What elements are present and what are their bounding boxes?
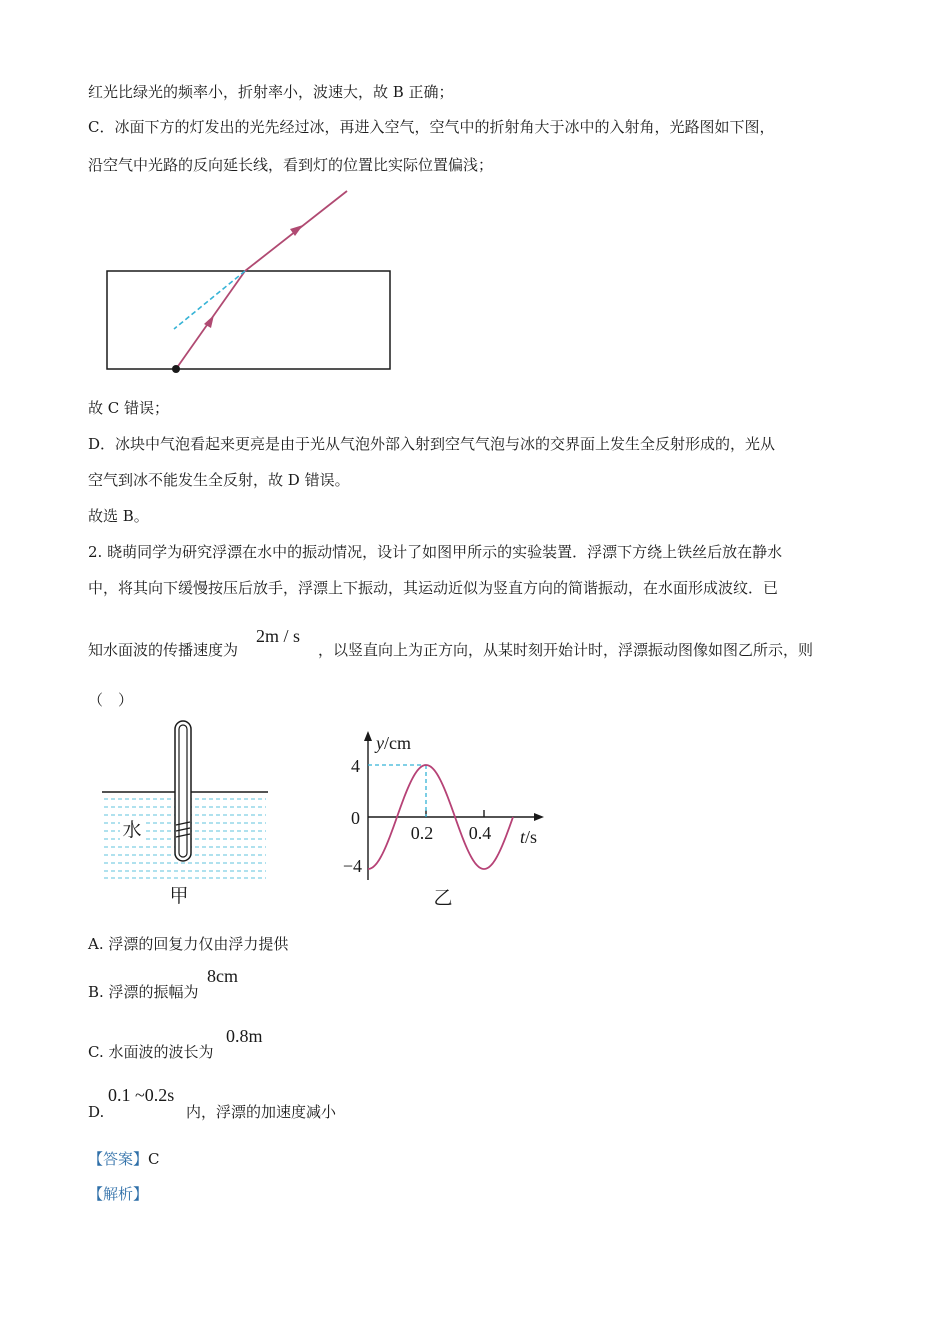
answer-value: C [148,1150,160,1168]
text-line-6: 空气到冰不能发生全反射，故 D 错误。 [88,471,350,489]
text-line-2: C．冰面下方的灯发出的光先经过冰，再进入空气，空气中的折射角大于冰中的入射角，光路图如下图， [88,118,775,136]
ice-block [107,271,390,369]
y-axis-label [374,733,411,753]
figure-jia [100,715,275,910]
x-tick-label-0.2: 0.2 [410,823,434,843]
x-axis-var: t [520,827,526,847]
answer-line [88,1149,160,1169]
figure-yi-caption: 乙 [433,888,453,909]
y-axis [364,731,372,880]
text-line-5: D．冰块中气泡看起来更亮是由于光从气泡外部入射到空气气泡与冰的交界面上发生全反射形成的，光从 [88,435,776,453]
question-2-line-3-post: ，以竖直向上为正方向，从某时刻开始计时，浮漂振动图像如图乙所示，则 [318,641,814,659]
text-line-1: 红光比绿光的频率小，折射率小，波速大，故 B 正确； [88,83,454,101]
choice-bracket: （ ） [88,691,134,709]
y-tick-label-neg4: −4 [342,856,362,876]
y-tick-label-4: 4 [351,756,360,776]
option-d-text: 内，浮漂的加速度减小 [186,1103,337,1121]
x-tick-label-0.4: 0.4 [468,823,492,843]
option-a: A. 浮漂的回复力仅由浮力提供 [88,935,289,953]
text-line-3: 沿空气中光路的反向延长线，看到灯的位置比实际位置偏浅； [88,156,494,174]
y-tick-label-0: 0 [351,808,360,828]
x-axis-label [520,827,537,847]
water-label: 水 [122,820,142,841]
float-outer [175,721,191,861]
text-line-7: 故选 B。 [88,507,149,525]
question-2-line-3-pre: 知水面波的传播速度为 [88,641,239,659]
option-b-text: B. 浮漂的振幅为 [88,983,199,1001]
question-2-line-1: 2. 晓萌同学为研究浮漂在水中的振动情况，设计了如图甲所示的实验装置．浮漂下方绕上铁丝后放在静水 [88,543,783,561]
refraction-diagram [100,185,400,380]
option-b-value: 8cm [207,966,238,986]
option-d-label: D. [88,1103,105,1121]
question-2-line-2: 中，将其向下缓慢按压后放手，浮漂上下振动，其运动近似为竖直方向的简谐振动，在水面形成波纹．已 [88,579,779,597]
answer-tag: 【答案】 [88,1150,149,1168]
analysis-tag: 【解析】 [88,1185,149,1203]
speed-formula: 2m / s [256,626,301,646]
text-line-4: 故 C 错误； [88,399,170,417]
x-axis-unit: /s [525,827,538,847]
option-c-value: 0.8m [226,1026,263,1046]
figure-yi-graph [330,725,560,915]
lamp-dot [172,365,180,373]
option-c-text: C. 水面波的波长为 [88,1043,214,1061]
figure-jia-caption: 甲 [169,886,189,907]
y-axis-var: y [376,733,384,753]
option-d-interval: 0.1 ~0.2s [108,1085,175,1105]
y-axis-unit: /cm [384,733,411,753]
